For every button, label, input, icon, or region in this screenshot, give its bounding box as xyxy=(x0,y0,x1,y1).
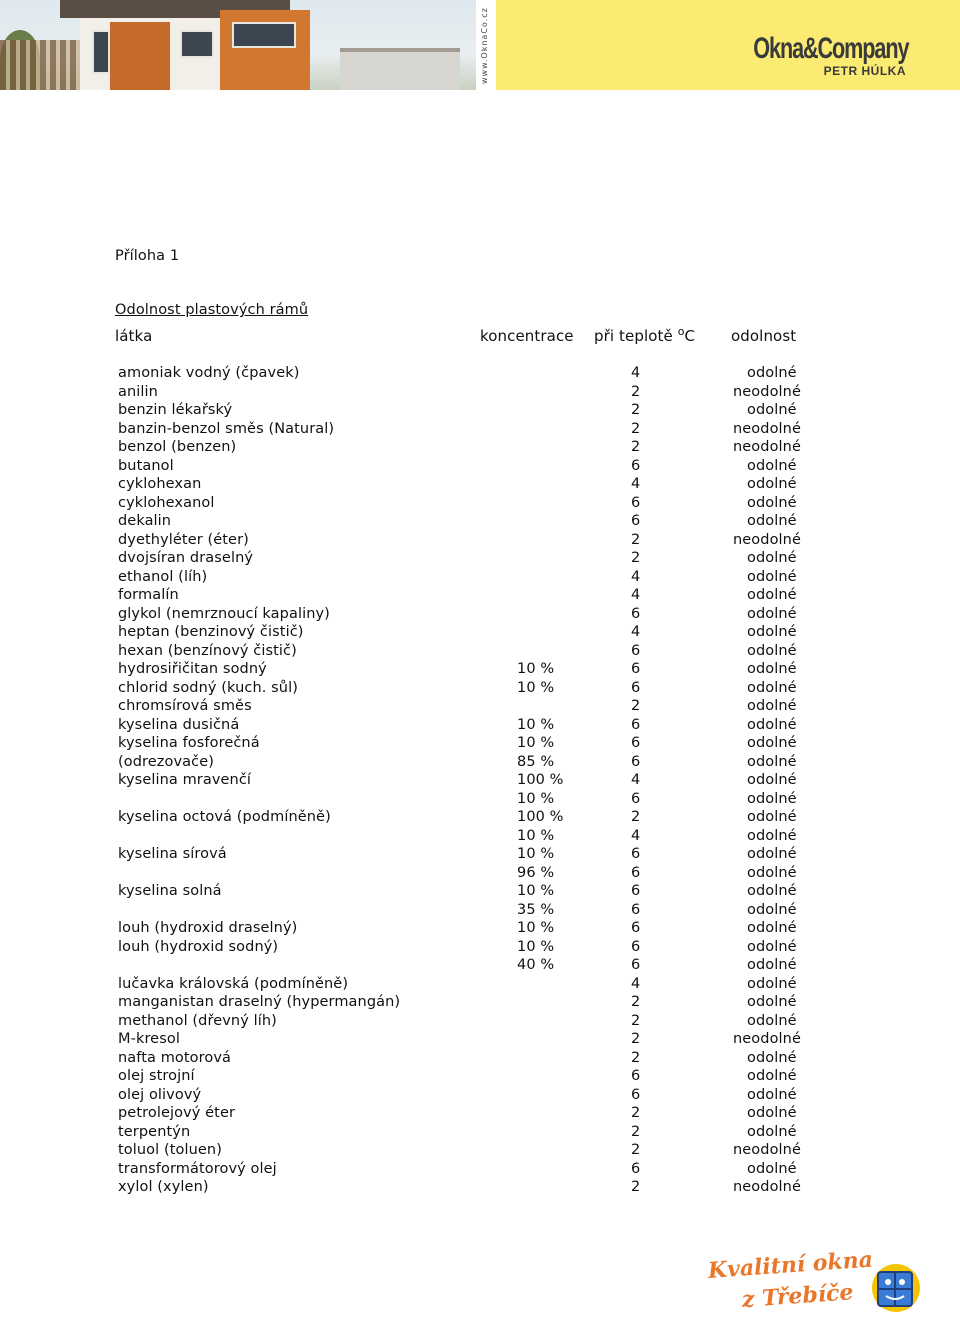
cell-resistance: odolné xyxy=(747,1105,797,1121)
cell-temperature: 2 xyxy=(631,1031,641,1047)
cell-resistance: odolné xyxy=(747,735,797,751)
cell-resistance: neodolné xyxy=(733,383,801,400)
cell-temperature: 6 xyxy=(631,605,641,622)
window-mascot-icon xyxy=(864,1262,928,1314)
cell-resistance: neodolné xyxy=(733,420,801,437)
cell-concentration: 10 % xyxy=(517,883,555,899)
cell-resistance: odolné xyxy=(747,402,797,418)
table-row xyxy=(0,846,960,864)
cell-substance: chlorid sodný (kuch. sůl) xyxy=(118,679,298,696)
table-row xyxy=(0,624,960,642)
cell-resistance: odolné xyxy=(747,920,797,936)
cell-resistance: odolné xyxy=(747,1049,797,1066)
cell-substance: dekalin xyxy=(118,513,172,529)
cell-temperature: 2 xyxy=(631,439,641,455)
table-row xyxy=(0,680,960,698)
table-row xyxy=(0,735,960,753)
cell-resistance: odolné xyxy=(747,587,797,603)
table-row xyxy=(0,402,960,420)
table-row xyxy=(0,828,960,846)
cell-temperature: 6 xyxy=(631,642,641,659)
cell-temperature: 2 xyxy=(631,383,641,400)
cell-temperature: 2 xyxy=(631,994,641,1010)
cell-substance: xylol (xylen) xyxy=(118,1179,209,1195)
cell-concentration: 100 % xyxy=(517,772,564,788)
cell-substance: terpentýn xyxy=(118,1123,191,1140)
header-banner xyxy=(0,0,960,90)
table-row xyxy=(0,421,960,439)
table-row xyxy=(0,920,960,938)
cell-substance: petrolejový éter xyxy=(118,1105,236,1121)
cell-resistance: odolné xyxy=(747,605,797,622)
table-row xyxy=(0,1068,960,1086)
table-row xyxy=(0,1105,960,1123)
table-row xyxy=(0,476,960,494)
cell-substance: chromsírová směs xyxy=(118,698,252,714)
cell-temperature: 6 xyxy=(631,846,641,862)
cell-resistance: neodolné xyxy=(733,1179,801,1195)
cell-temperature: 4 xyxy=(631,587,641,603)
cell-concentration: 10 % xyxy=(517,846,555,862)
table-row xyxy=(0,1161,960,1179)
cell-temperature: 4 xyxy=(631,975,641,992)
celsius-unit: C xyxy=(684,327,696,345)
cell-temperature: 6 xyxy=(631,753,641,770)
cell-resistance: odolné xyxy=(747,568,797,585)
table-row xyxy=(0,809,960,827)
slogan-line-1: Kvalitní okna xyxy=(707,1246,874,1284)
garage-door-shape xyxy=(340,48,460,90)
cell-resistance: odolné xyxy=(747,772,797,788)
cell-substance: transformátorový olej xyxy=(118,1160,277,1177)
annex-label: Příloha 1 xyxy=(115,248,180,264)
brand-logo xyxy=(693,34,908,78)
cell-temperature: 2 xyxy=(631,531,641,548)
cell-resistance: odolné xyxy=(747,550,797,566)
table-row xyxy=(0,1179,960,1197)
wood-cladding-left xyxy=(110,22,170,90)
cell-temperature: 6 xyxy=(631,1086,641,1103)
cell-concentration: 40 % xyxy=(517,957,555,973)
table-row xyxy=(0,1124,960,1142)
fence-shape xyxy=(0,40,80,90)
cell-temperature: 4 xyxy=(631,827,641,844)
table-row xyxy=(0,661,960,679)
cell-temperature: 6 xyxy=(631,494,641,511)
cell-resistance: odolné xyxy=(747,846,797,862)
cell-resistance: odolné xyxy=(747,1068,797,1084)
cell-substance: formalín xyxy=(118,587,179,603)
cell-temperature: 2 xyxy=(631,1049,641,1066)
table-row xyxy=(0,532,960,550)
table-row xyxy=(0,569,960,587)
cell-temperature: 2 xyxy=(631,809,641,825)
cell-substance: heptan (benzinový čistič) xyxy=(118,624,304,640)
cell-resistance: odolné xyxy=(747,957,797,973)
table-row xyxy=(0,772,960,790)
cell-substance: M-kresol xyxy=(118,1031,180,1047)
cell-substance: olej strojní xyxy=(118,1068,195,1084)
table-row xyxy=(0,791,960,809)
cell-substance: benzin lékařský xyxy=(118,402,233,418)
table-row xyxy=(0,365,960,383)
cell-temperature: 6 xyxy=(631,661,641,677)
cell-substance: dyethyléter (éter) xyxy=(118,531,249,548)
cell-substance: dvojsíran draselný xyxy=(118,550,254,566)
cell-substance: (odrezovače) xyxy=(118,753,214,770)
cell-resistance: odolné xyxy=(747,994,797,1010)
cell-temperature: 6 xyxy=(631,735,641,751)
cell-substance: butanol xyxy=(118,457,174,474)
brand-owner: PETR HÚLKA xyxy=(823,64,906,78)
cell-substance: kyselina solná xyxy=(118,883,222,899)
col-header-temperature-label: při teplotě xyxy=(594,327,673,345)
cell-concentration: 85 % xyxy=(517,753,555,770)
cell-resistance: odolné xyxy=(747,827,797,844)
table-row xyxy=(0,957,960,975)
cell-substance: cyklohexan xyxy=(118,476,202,492)
table-row xyxy=(0,902,960,920)
cell-temperature: 6 xyxy=(631,513,641,529)
cell-concentration: 35 % xyxy=(517,901,555,918)
table-row xyxy=(0,1087,960,1105)
cell-substance: louh (hydroxid sodný) xyxy=(118,938,279,955)
cell-concentration: 10 % xyxy=(517,920,555,936)
table-row xyxy=(0,976,960,994)
cell-substance: lučavka královská (podmíněně) xyxy=(118,975,349,992)
cell-resistance: odolné xyxy=(747,790,797,807)
cell-resistance: odolné xyxy=(747,883,797,899)
table-row xyxy=(0,513,960,531)
cell-temperature: 2 xyxy=(631,698,641,714)
cell-resistance: odolné xyxy=(747,864,797,881)
table-row xyxy=(0,994,960,1012)
cell-concentration: 10 % xyxy=(517,735,555,751)
cell-resistance: odolné xyxy=(747,457,797,474)
cell-temperature: 2 xyxy=(631,1123,641,1140)
cell-substance: kyselina fosforečná xyxy=(118,735,260,751)
cell-temperature: 4 xyxy=(631,772,641,788)
cell-resistance: odolné xyxy=(747,642,797,659)
cell-substance: kyselina octová (podmíněně) xyxy=(118,809,331,825)
table-row xyxy=(0,754,960,772)
cell-resistance: neodolné xyxy=(733,531,801,548)
cell-resistance: odolné xyxy=(747,1086,797,1103)
cell-temperature: 2 xyxy=(631,1012,641,1029)
cell-temperature: 6 xyxy=(631,1068,641,1084)
cell-temperature: 2 xyxy=(631,402,641,418)
cell-temperature: 6 xyxy=(631,716,641,733)
cell-concentration: 96 % xyxy=(517,864,555,881)
document-title: Odolnost plastových rámů xyxy=(115,302,309,318)
cell-concentration: 100 % xyxy=(517,809,564,825)
cell-concentration: 10 % xyxy=(517,790,555,807)
cell-temperature: 6 xyxy=(631,920,641,936)
cell-temperature: 4 xyxy=(631,568,641,585)
cell-temperature: 6 xyxy=(631,901,641,918)
table-row xyxy=(0,698,960,716)
cell-resistance: odolné xyxy=(747,901,797,918)
cell-resistance: odolné xyxy=(747,624,797,640)
cell-resistance: odolné xyxy=(747,753,797,770)
cell-temperature: 2 xyxy=(631,1105,641,1121)
cell-temperature: 4 xyxy=(631,476,641,492)
cell-resistance: odolné xyxy=(747,1123,797,1140)
cell-substance: amoniak vodný (čpavek) xyxy=(118,365,300,381)
table-row xyxy=(0,587,960,605)
col-header-concentration: koncentrace xyxy=(480,327,574,345)
cell-resistance: neodolné xyxy=(733,439,801,455)
table-row xyxy=(0,1050,960,1068)
cell-substance: louh (hydroxid draselný) xyxy=(118,920,298,936)
cell-temperature: 2 xyxy=(631,420,641,437)
cell-resistance: odolné xyxy=(747,1160,797,1177)
cell-temperature: 6 xyxy=(631,790,641,807)
cell-resistance: neodolné xyxy=(733,1142,801,1158)
brand-panel xyxy=(496,0,960,90)
table-row xyxy=(0,384,960,402)
cell-substance: hexan (benzínový čistič) xyxy=(118,642,297,659)
cell-resistance: odolné xyxy=(747,476,797,492)
cell-substance: anilin xyxy=(118,383,158,400)
cell-resistance: odolné xyxy=(747,698,797,714)
table-row xyxy=(0,717,960,735)
cell-concentration: 10 % xyxy=(517,661,555,677)
table-row xyxy=(0,439,960,457)
website-url: www.OknaCo.cz xyxy=(480,7,489,84)
cell-resistance: odolné xyxy=(747,494,797,511)
cell-temperature: 6 xyxy=(631,957,641,973)
table-row xyxy=(0,458,960,476)
cell-substance: toluol (toluen) xyxy=(118,1142,222,1158)
table-row xyxy=(0,1142,960,1160)
cell-substance: methanol (dřevný líh) xyxy=(118,1012,277,1029)
table-row xyxy=(0,495,960,513)
degree-symbol: o xyxy=(677,325,685,338)
table-row xyxy=(0,643,960,661)
table-row xyxy=(0,606,960,624)
table-row xyxy=(0,939,960,957)
cell-resistance: neodolné xyxy=(733,1031,801,1047)
col-header-temperature xyxy=(594,327,695,345)
cell-substance: ethanol (líh) xyxy=(118,568,208,585)
cell-substance: kyselina sírová xyxy=(118,846,227,862)
cell-temperature: 6 xyxy=(631,1160,641,1177)
cell-concentration: 10 % xyxy=(517,938,555,955)
cell-resistance: odolné xyxy=(747,513,797,529)
cell-substance: manganistan draselný (hypermangán) xyxy=(118,994,401,1010)
cell-substance: nafta motorová xyxy=(118,1049,232,1066)
cell-resistance: odolné xyxy=(747,365,797,381)
house-photo xyxy=(0,0,476,90)
slogan-line-2: z Třebíče xyxy=(741,1279,855,1313)
window-shape xyxy=(232,22,296,48)
cell-substance: kyselina dusičná xyxy=(118,716,240,733)
window-shape xyxy=(92,30,110,74)
table-row xyxy=(0,883,960,901)
table-row xyxy=(0,865,960,883)
cell-temperature: 2 xyxy=(631,1142,641,1158)
cell-resistance: odolné xyxy=(747,679,797,696)
table-row xyxy=(0,550,960,568)
cell-resistance: odolné xyxy=(747,716,797,733)
cell-temperature: 6 xyxy=(631,883,641,899)
cell-temperature: 6 xyxy=(631,679,641,696)
cell-substance: banzin-benzol směs (Natural) xyxy=(118,420,335,437)
cell-substance: hydrosiřičitan sodný xyxy=(118,661,267,677)
cell-temperature: 2 xyxy=(631,1179,641,1195)
table-row xyxy=(0,1013,960,1031)
cell-substance: benzol (benzen) xyxy=(118,439,237,455)
cell-resistance: odolné xyxy=(747,975,797,992)
cell-concentration: 10 % xyxy=(517,679,555,696)
cell-resistance: odolné xyxy=(747,1012,797,1029)
table-row xyxy=(0,1031,960,1049)
cell-substance: kyselina mravenčí xyxy=(118,772,252,788)
col-header-resistance: odolnost xyxy=(731,327,797,345)
brand-name: Okna&Company xyxy=(752,32,908,65)
cell-substance: glykol (nemrznoucí kapaliny) xyxy=(118,605,330,622)
cell-temperature: 6 xyxy=(631,457,641,474)
cell-substance: olej olivový xyxy=(118,1086,202,1103)
cell-resistance: odolné xyxy=(747,938,797,955)
cell-concentration: 10 % xyxy=(517,827,555,844)
cell-temperature: 6 xyxy=(631,938,641,955)
col-header-substance: látka xyxy=(115,327,153,345)
cell-resistance: odolné xyxy=(747,809,797,825)
window-shape xyxy=(180,30,214,58)
cell-temperature: 4 xyxy=(631,624,641,640)
cell-concentration: 10 % xyxy=(517,716,555,733)
cell-resistance: odolné xyxy=(747,661,797,677)
cell-substance: cyklohexanol xyxy=(118,494,215,511)
cell-temperature: 4 xyxy=(631,365,641,381)
cell-temperature: 6 xyxy=(631,864,641,881)
cell-temperature: 2 xyxy=(631,550,641,566)
